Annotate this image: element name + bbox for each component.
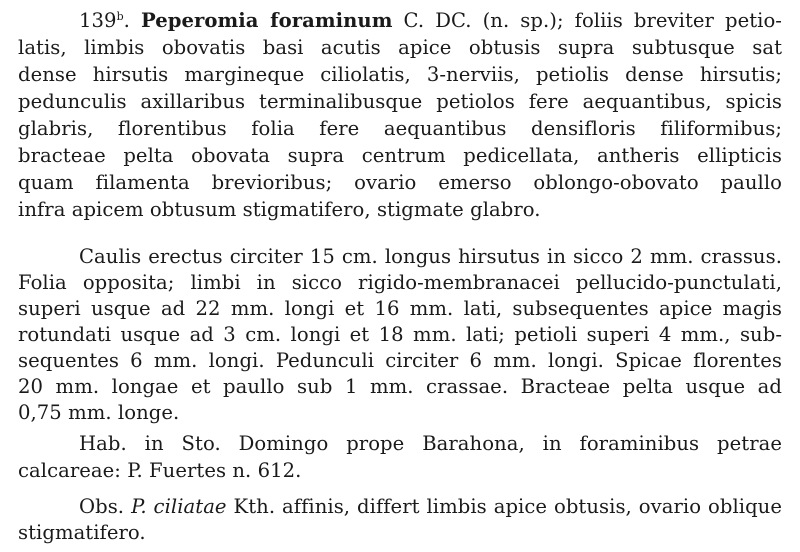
text-line: Caulis erectus circiter 15 cm. longus hirsutus in sicco 2 mm. crassus. xyxy=(79,245,782,268)
obs-label: Obs. xyxy=(79,495,132,518)
text-line: Folia opposita; limbi in sicco rigido-membranacei pellucido-punctulati, xyxy=(18,271,782,294)
text-line: stigmatifero. xyxy=(18,521,146,544)
text-line: bracteae pelta obovata supra centrum pedicellata, antheris ellipticis xyxy=(18,144,782,167)
obs-text: Kth. affinis, differt limbis apice obtusis, ovario oblique xyxy=(226,495,783,518)
text-line: latis, limbis obovatis basi acutis apice obtusis supra subtusque sat xyxy=(18,36,782,59)
text-line: 0,75 mm. longe. xyxy=(18,401,180,424)
species-number-suffix: b xyxy=(116,10,124,23)
text-line: infra apicem obtusum stigmatifero, stigmate glabro. xyxy=(18,198,541,221)
text-line: glabris, florentibus folia fere aequantibus densifloris filiformibus; xyxy=(18,117,782,140)
heading-line-text: C. DC. (n. sp.); foliis breviter petio- xyxy=(392,9,782,32)
text-line: 20 mm. longae et paullo sub 1 mm. crassae. Bracteae pelta usque ad xyxy=(18,375,782,398)
text-line: dense hirsutis margineque ciliolatis, 3-nerviis, petiolis dense hirsutis; xyxy=(18,63,782,86)
species-heading-line xyxy=(79,8,782,34)
text-line: calcareae: P. Fuertes n. 612. xyxy=(18,459,302,482)
species-number: 139 xyxy=(79,9,117,32)
species-number-dot: . xyxy=(123,9,141,32)
text-line: Hab. in Sto. Domingo prope Barahona, in foraminibus petrae xyxy=(79,432,782,455)
species-name: Peperomia foraminum xyxy=(140,9,393,32)
text-line: sequentes 6 mm. longi. Pedunculi circiter 6 mm. longi. Spicae florentes xyxy=(18,349,782,372)
text-line: rotundati usque ad 3 cm. longi et 18 mm. lati; petioli superi 4 mm., sub- xyxy=(18,323,782,346)
text-line: quam filamenta brevioribus; ovario emerso oblongo-obovato paullo xyxy=(18,171,782,194)
observation-line xyxy=(79,494,782,520)
text-line: superi usque ad 22 mm. longi et 16 mm. lati, subsequentes apice magis xyxy=(18,297,782,320)
compared-species: P. ciliatae xyxy=(131,495,227,518)
text-line: pedunculis axillaribus terminalibusque petiolos fere aequantibus, spicis xyxy=(18,90,782,113)
